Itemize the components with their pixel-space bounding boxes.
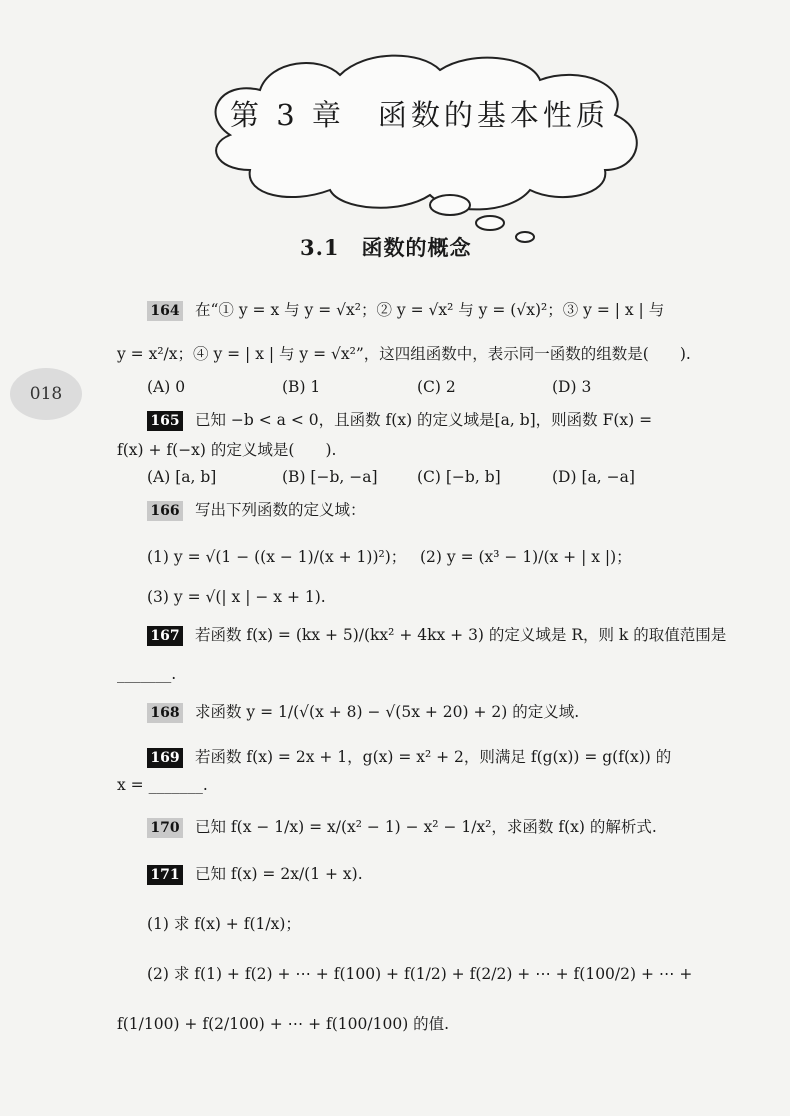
choice-a: (A) [a, b] [147, 468, 217, 486]
problem-number: 168 [147, 703, 183, 723]
problem-166-sub3: (3) y = √(| x | − x + 1). [147, 588, 326, 606]
problem-165-choices [147, 468, 635, 486]
problem-170-line1: 170 已知 f(x − 1/x) = x/(x² − 1) − x² − 1/x²，求函数 f(x) 的解析式. [147, 815, 657, 838]
problem-165-line2: f(x) + f(−x) 的定义域是( ). [117, 441, 337, 459]
problem-number: 169 [147, 748, 183, 768]
problem-164-line1: 164 在“① y = x 与 y = √x²；② y = √x² 与 y = (√x)²；③ y = | x | 与 [147, 298, 664, 321]
problem-number: 166 [147, 501, 183, 521]
problem-167-line1: 167 若函数 f(x) = (kx + 5)/(kx² + 4kx + 3) 的定义域是 R，则 k 的取值范围是 [147, 623, 726, 646]
choice-a: (A) 0 [147, 378, 186, 396]
problem-164-choices [147, 378, 591, 396]
cloud-banner [190, 45, 660, 245]
page-number: 018 [10, 368, 82, 420]
problem-168-line1: 168 求函数 y = 1/(√(x + 8) − √(5x + 20) + 2) 的定义域. [147, 700, 579, 723]
chapter-title: 第 3 章 函数的基本性质 [230, 98, 609, 132]
problem-166-sub1: (1) y = √(1 − ((x − 1)/(x + 1))²)； [147, 548, 407, 566]
problem-number: 170 [147, 818, 183, 838]
problem-166-sub2: (2) y = (x³ − 1)/(x + | x |)； [420, 548, 632, 566]
choice-b: (B) 1 [282, 378, 321, 396]
problem-171-line1: 171 已知 f(x) = 2x/(1 + x). [147, 862, 363, 885]
choice-d: (D) 3 [552, 378, 592, 396]
problem-171-sub1: (1) 求 f(x) + f(1/x)； [147, 915, 301, 933]
problem-number: 167 [147, 626, 183, 646]
problem-number: 171 [147, 865, 183, 885]
choice-d: (D) [a, −a] [552, 468, 635, 486]
problem-164-line2: y = x²/x；④ y = | x | 与 y = √x²”，这四组函数中，表示同一函数的组数是( ). [117, 345, 691, 363]
problem-169-line2: x = _______. [117, 776, 208, 794]
problem-166-line1: 166 写出下列函数的定义域： [147, 498, 366, 521]
problem-167-line2: _______. [117, 665, 177, 683]
problem-171-sub2: (2) 求 f(1) + f(2) + ⋯ + f(100) + f(1/2) + f(2/2) + ⋯ + f(100/2) + ⋯ + [147, 965, 693, 983]
choice-b: (B) [−b, −a] [282, 468, 378, 486]
section-title: 3.1 函数的概念 [300, 235, 472, 260]
choice-c: (C) 2 [417, 378, 456, 396]
problem-number: 165 [147, 411, 183, 431]
problem-number: 164 [147, 301, 183, 321]
problem-165-line1: 165 已知 −b < a < 0，且函数 f(x) 的定义域是[a, b]，则函数 F(x) = [147, 408, 652, 431]
problem-169-line1: 169 若函数 f(x) = 2x + 1，g(x) = x² + 2，则满足 f(g(x)) = g(f(x)) 的 [147, 745, 671, 768]
problem-171-sub3: f(1/100) + f(2/100) + ⋯ + f(100/100) 的值. [117, 1015, 450, 1033]
choice-c: (C) [−b, b] [417, 468, 501, 486]
